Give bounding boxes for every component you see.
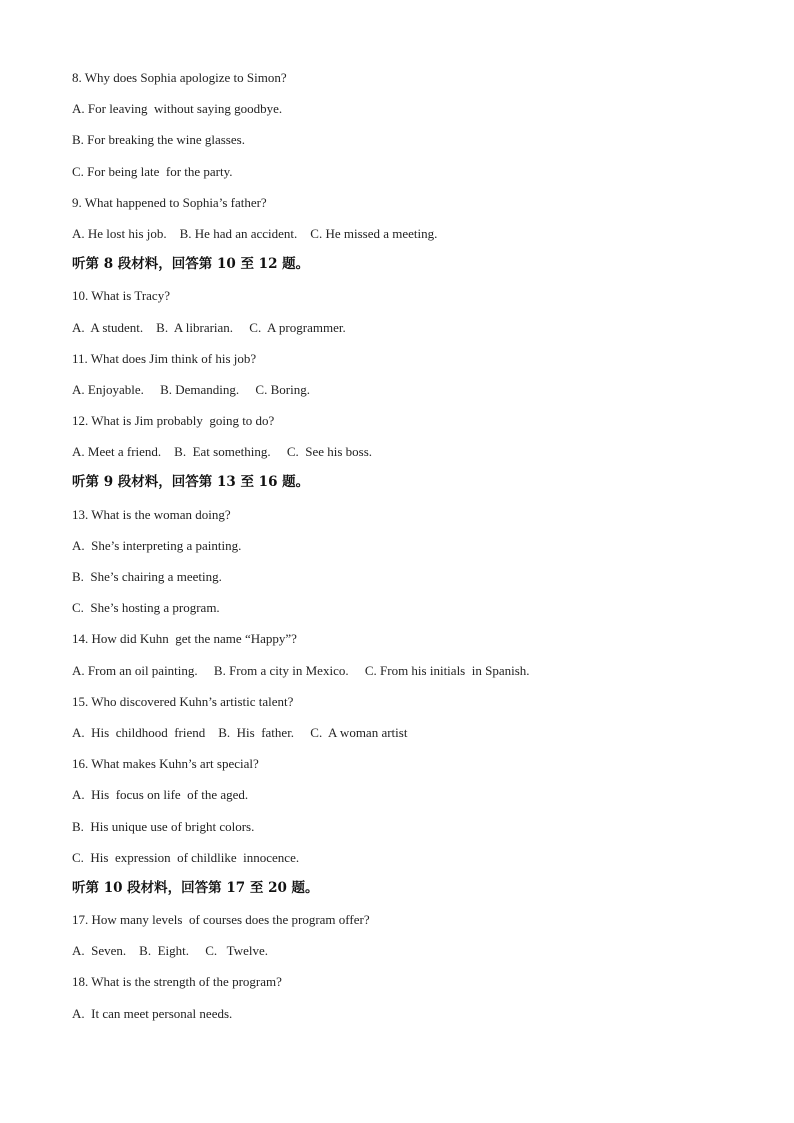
- answer-option: C. For being late for the party.: [72, 163, 233, 179]
- section-heading: 听第 8 段材料，回答第 10 至 12 题。: [72, 256, 310, 273]
- answer-option: B. She’s chairing a meeting.: [72, 569, 222, 584]
- answer-option: A. She’s interpreting a painting.: [72, 537, 242, 553]
- answer-option: A. Meet a friend. B. Eat something. C. See his boss.: [72, 444, 373, 460]
- question-text: 12. What is Jim probably going to do?: [72, 413, 275, 429]
- answer-option: B. For breaking the wine glasses.: [72, 132, 245, 148]
- answer-option: A. He lost his job. B. He had an accident. C. He missed a meeting.: [72, 225, 438, 241]
- document-page: [72, 62, 732, 1029]
- question-text: 13. What is the woman doing?: [72, 506, 231, 522]
- question-text: 14. How did Kuhn get the name “Happy”?: [72, 631, 297, 647]
- answer-option: A. A student. B. A librarian. C. A programmer.: [72, 319, 346, 335]
- answer-option: A. His childhood friend B. His father. C. A woman artist: [72, 724, 408, 740]
- answer-option: A. Seven. B. Eight. C. Twelve.: [72, 943, 269, 959]
- question-text: 15. Who discovered Kuhn’s artistic talent?: [72, 693, 294, 709]
- section-heading: 听第 10 段材料，回答第 17 至 20 题。: [72, 879, 319, 896]
- answer-option: A. From an oil painting. B. From a city in Mexico. C. From his initials in Spanish.: [72, 662, 530, 678]
- question-text: 17. How many levels of courses does the program offer?: [72, 912, 370, 928]
- answer-option: A. For leaving without saying goodbye.: [72, 101, 283, 117]
- question-text: 10. What is Tracy?: [72, 288, 170, 304]
- answer-option: A. His focus on life of the aged.: [72, 787, 249, 803]
- question-text: 18. What is the strength of the program?: [72, 974, 282, 990]
- question-text: 11. What does Jim think of his job?: [72, 350, 257, 366]
- answer-option: B. His unique use of bright colors.: [72, 818, 255, 834]
- answer-option: A. Enjoyable. B. Demanding. C. Boring.: [72, 381, 310, 397]
- question-text: 9. What happened to Sophia’s father?: [72, 194, 267, 210]
- section-heading: 听第 9 段材料，回答第 13 至 16 题。: [72, 474, 310, 491]
- question-text: 16. What makes Kuhn’s art special?: [72, 756, 259, 772]
- answer-option: C. She’s hosting a program.: [72, 600, 220, 616]
- answer-option: C. His expression of childlike innocence.: [72, 849, 300, 865]
- question-text: 8. Why does Sophia apologize to Simon?: [72, 70, 287, 85]
- answer-option: A. It can meet personal needs.: [72, 1005, 233, 1021]
